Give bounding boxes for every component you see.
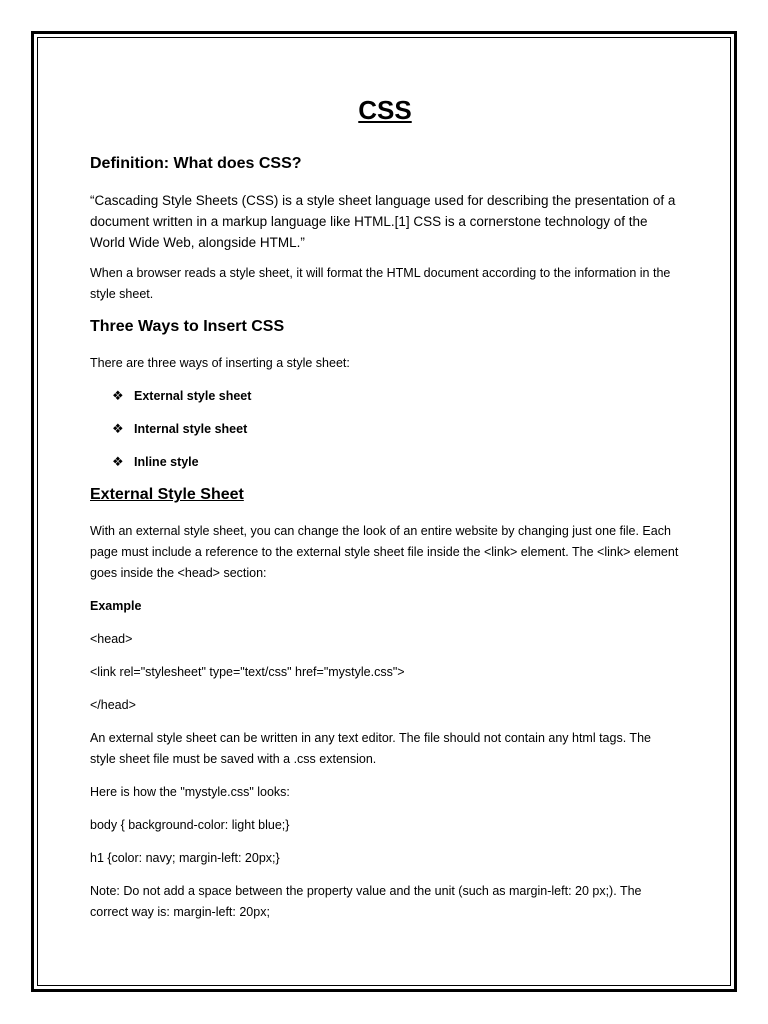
document-body: [90, 94, 680, 935]
list-item-label: External style sheet: [134, 388, 252, 403]
example-label: Example: [90, 599, 142, 613]
diamond-bullet-icon: ❖: [112, 453, 124, 469]
unit-note: Note: Do not add a space between the property value and the unit (such as margin-left: 20 px;). The correct way is: margin-left: 20px;: [90, 884, 642, 919]
editor-note: An external style sheet can be written in any text editor. The file should not contain any html tags. The style sheet file must be saved with a .css extension.: [90, 731, 651, 766]
diamond-bullet-icon: ❖: [112, 420, 124, 436]
ways-intro: There are three ways of inserting a style sheet:: [90, 356, 350, 370]
diamond-bullet-icon: ❖: [112, 387, 124, 403]
definition-quote: “Cascading Style Sheets (CSS) is a style sheet language used for describing the presentation of a document written in a markup language like HTML.[1] CSS is a cornerstone technology of the World Wide Web, alongside HTML.”: [90, 193, 676, 250]
code-head-close: </head>: [90, 698, 136, 712]
external-heading: External Style Sheet: [90, 486, 244, 503]
external-intro: With an external style sheet, you can change the look of an entire website by changing just one file. Each page must include a reference to the external style sheet file inside the <link> element. The <link> element goes inside the <head> section:: [90, 524, 679, 580]
list-item-label: Inline style: [134, 454, 199, 469]
code-body: body { background-color: light blue;}: [90, 818, 290, 832]
code-h1: h1 {color: navy; margin-left: 20px;}: [90, 851, 280, 865]
ways-list: [90, 386, 680, 471]
list-item: [112, 452, 680, 471]
code-head-open: <head>: [90, 632, 133, 646]
ways-heading: Three Ways to Insert CSS: [90, 318, 285, 335]
browser-note: When a browser reads a style sheet, it will format the HTML document according to the information in the style sheet.: [90, 266, 671, 301]
code-link: <link rel="stylesheet" type="text/css" href="mystyle.css">: [90, 665, 405, 679]
list-item-label: Internal style sheet: [134, 421, 248, 436]
list-item: [112, 386, 680, 405]
list-item: [112, 419, 680, 438]
document-title: CSS: [358, 95, 412, 125]
definition-heading: Definition: What does CSS?: [90, 155, 302, 172]
looks-intro: Here is how the "mystyle.css" looks:: [90, 785, 290, 799]
